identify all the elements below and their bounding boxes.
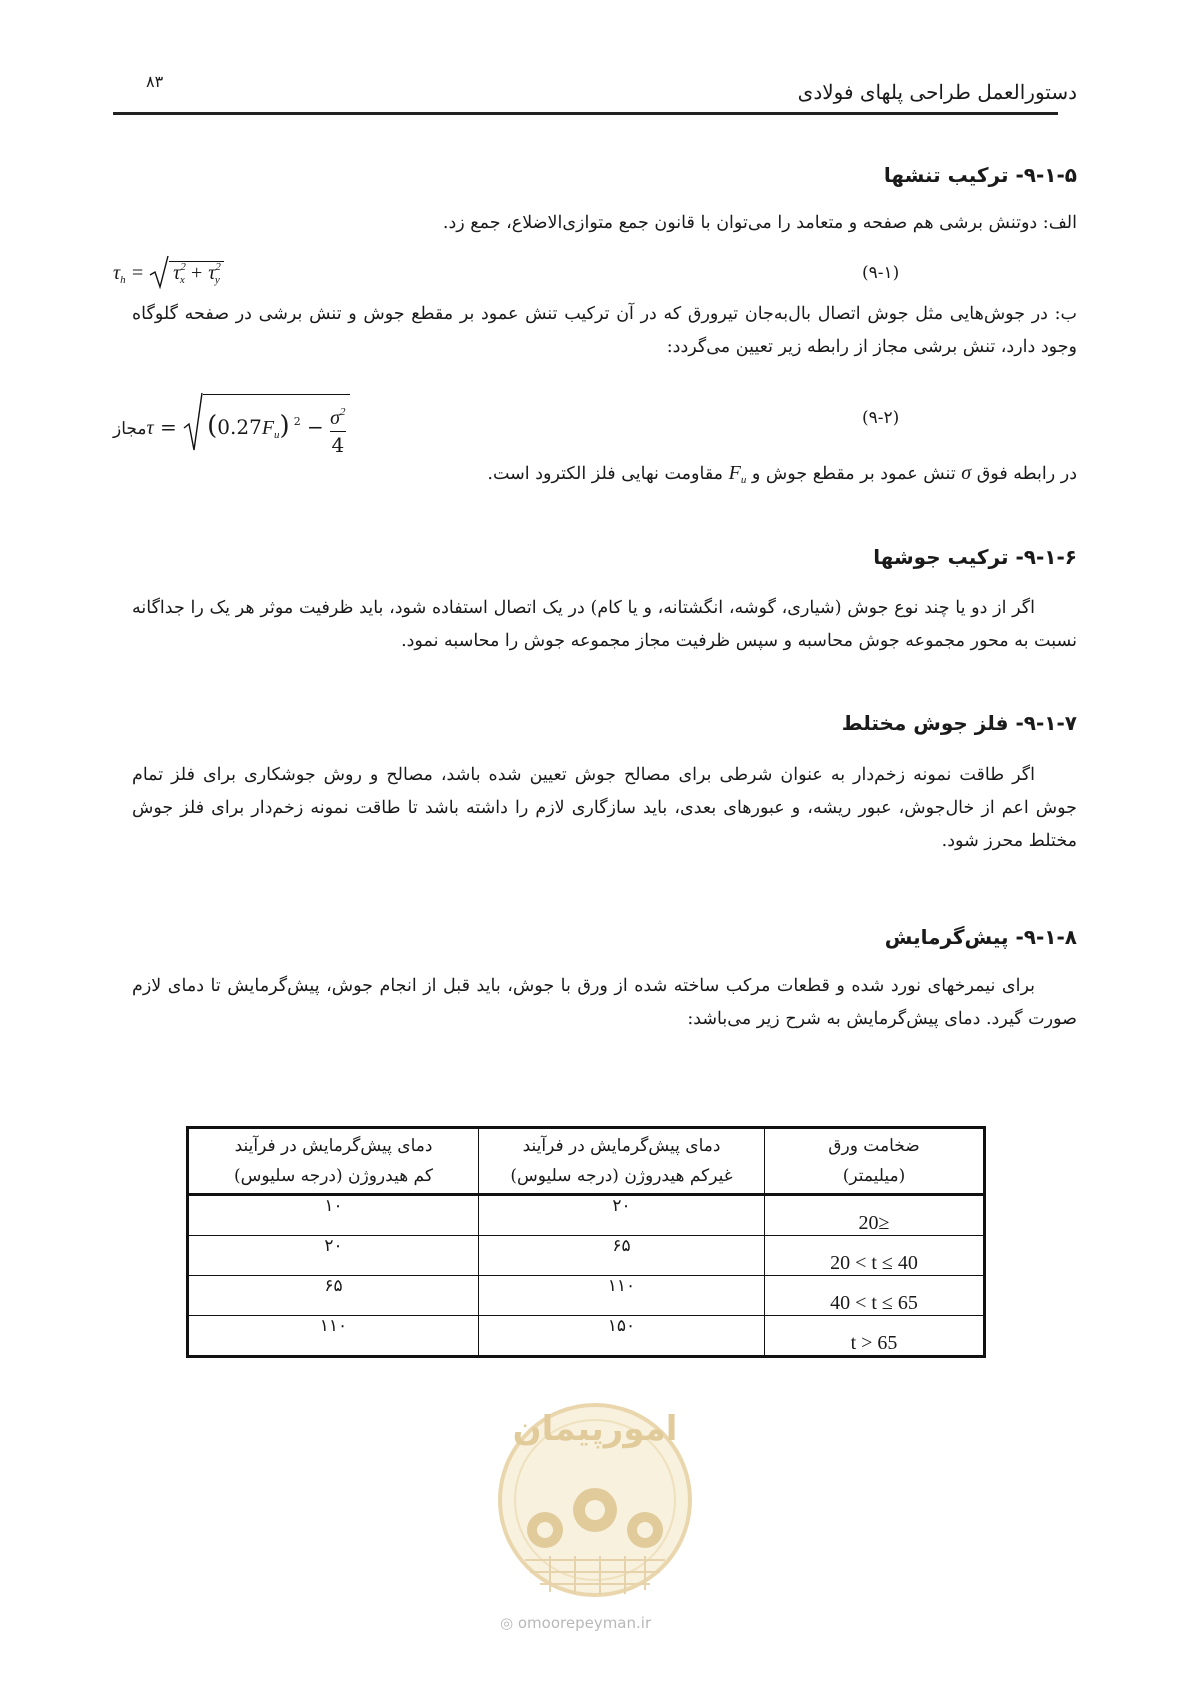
equation-9-1: $\tau_h = \tau^2_x + \tau^2_y$ [113,255,224,289]
header-non-low-hydrogen: دمای پیش‌گرمایش در فرآیند غیرکم هیدروژن (درجه سلیوس) [479,1128,765,1195]
table-cell-thickness: 40 < t ≤ 65 [765,1276,985,1316]
page-number: ۸۳ [146,72,164,91]
section-heading-9-1-5: ۹-۱-۵- ترکیب تنشها [883,163,1077,187]
watermark-logo [470,1360,720,1610]
section-9-1-8-body: برای نیمرخهای نورد شده و قطعات مرکب ساخته شده از ورق با جوش، باید قبل از انجام جوش، پیش‌گرمایش تا دمای لازم صورت گیرد. دمای پیش‌گرمایش به شرح زیر می‌باشد: [132,976,1077,1029]
sqrt-sign-large [183,392,203,452]
sqrt-sign [149,255,169,289]
equation-9-2: مجازτ = $(0.27F_u) ^2$ − $\frac{\sigma^2}{4}$ [113,392,350,458]
svg-text:امورپیمان: امورپیمان [512,1409,678,1449]
equation-number-9-1: (۹-۱) [862,263,900,283]
header-low-hydrogen: دمای پیش‌گرمایش در فرآیند کم هیدروژن (درجه سلیوس) [188,1128,479,1195]
table-cell-low-hydrogen: ۶۵ [188,1276,479,1316]
equation-number-9-2: (۹-۲) [862,408,900,428]
fu-symbol: $F_u$ [728,462,747,486]
table-row [188,1316,985,1357]
definitions-text-3: مقاومت نهایی فلز الکترود است. [487,464,724,484]
table-header-row [188,1128,985,1195]
table-cell-non-low-hydrogen: ۶۵ [479,1236,765,1276]
table-cell-non-low-hydrogen: ۲۰ [479,1195,765,1236]
table-row [188,1195,985,1236]
section-heading-9-1-6: ۹-۱-۶- ترکیب جوشها [873,545,1077,569]
table-cell-thickness: 20 < t ≤ 40 [765,1236,985,1276]
table-cell-low-hydrogen: ۲۰ [188,1236,479,1276]
section-heading-9-1-8: ۹-۱-۸- پیش‌گرمایش [884,925,1077,949]
equation-allowable-label: مجاز [113,419,147,439]
definitions-text-2: تنش عمود بر مقطع جوش و [751,464,956,484]
sigma-symbol: σ [961,462,972,484]
preheat-temperature-table [186,1126,986,1358]
table-cell-thickness: t > 65 [765,1316,985,1357]
table-row [188,1276,985,1316]
section-9-1-7-body: اگر طاقت نمونه زخم‌دار به عنوان شرطی برای مصالح جوش تعیین شده باشد، مصالح و روش جوشکاری برای فلز تمام جوش اعم از خال‌جوش، عبور ریشه، و عبورهای بعدی، باید سازگاری لازم را داشته باشد تا طاقت نمونه زخم‌دار برای فلز جوش مختلط محرز شود. [132,765,1077,851]
paragraph-a: الف: دوتنش برشی هم صفحه و متعامد را می‌توان با قانون جمع متوازی‌الاضلاع، جمع زد. [442,213,1077,233]
header-rule [113,112,1058,115]
paragraph-b: ب: در جوش‌هایی مثل جوش اتصال بال‌به‌جان تیرورق که در آن ترکیب تنش عمود بر مقطع جوش و تنش برشی در صفحه گلوگاه وجود دارد، تنش برشی مجاز از رابطه زیر تعیین می‌گردد: [132,304,1077,357]
section-9-1-6-body: اگر از دو یا چند نوع جوش (شیاری، گوشه، انگشتانه، و یا کام) در یک اتصال استفاده شود، باید ظرفیت موثر هر یک را جداگانه نسبت به محور مجموعه جوش محاسبه و سپس ظرفیت مجاز مجموعه جوش را محاسبه نمود. [132,598,1077,651]
table-cell-low-hydrogen: ۱۱۰ [188,1316,479,1357]
header-plate-thickness: ضخامت ورق (میلیمتر) [765,1128,985,1195]
table-row [188,1236,985,1276]
definitions-text-1: در رابطه فوق [976,464,1077,484]
table-cell-thickness: ≤20 [765,1195,985,1236]
section-heading-9-1-7: ۹-۱-۷- فلز جوش مختلط [841,711,1077,735]
variable-definitions [487,462,1077,486]
watermark-url: ◎ omoorepeyman.ir [500,1614,652,1632]
table-cell-non-low-hydrogen: ۱۵۰ [479,1316,765,1357]
table-cell-low-hydrogen: ۱۰ [188,1195,479,1236]
table-cell-non-low-hydrogen: ۱۱۰ [479,1276,765,1316]
running-header-title: دستورالعمل طراحی پلهای فولادی [797,80,1077,104]
